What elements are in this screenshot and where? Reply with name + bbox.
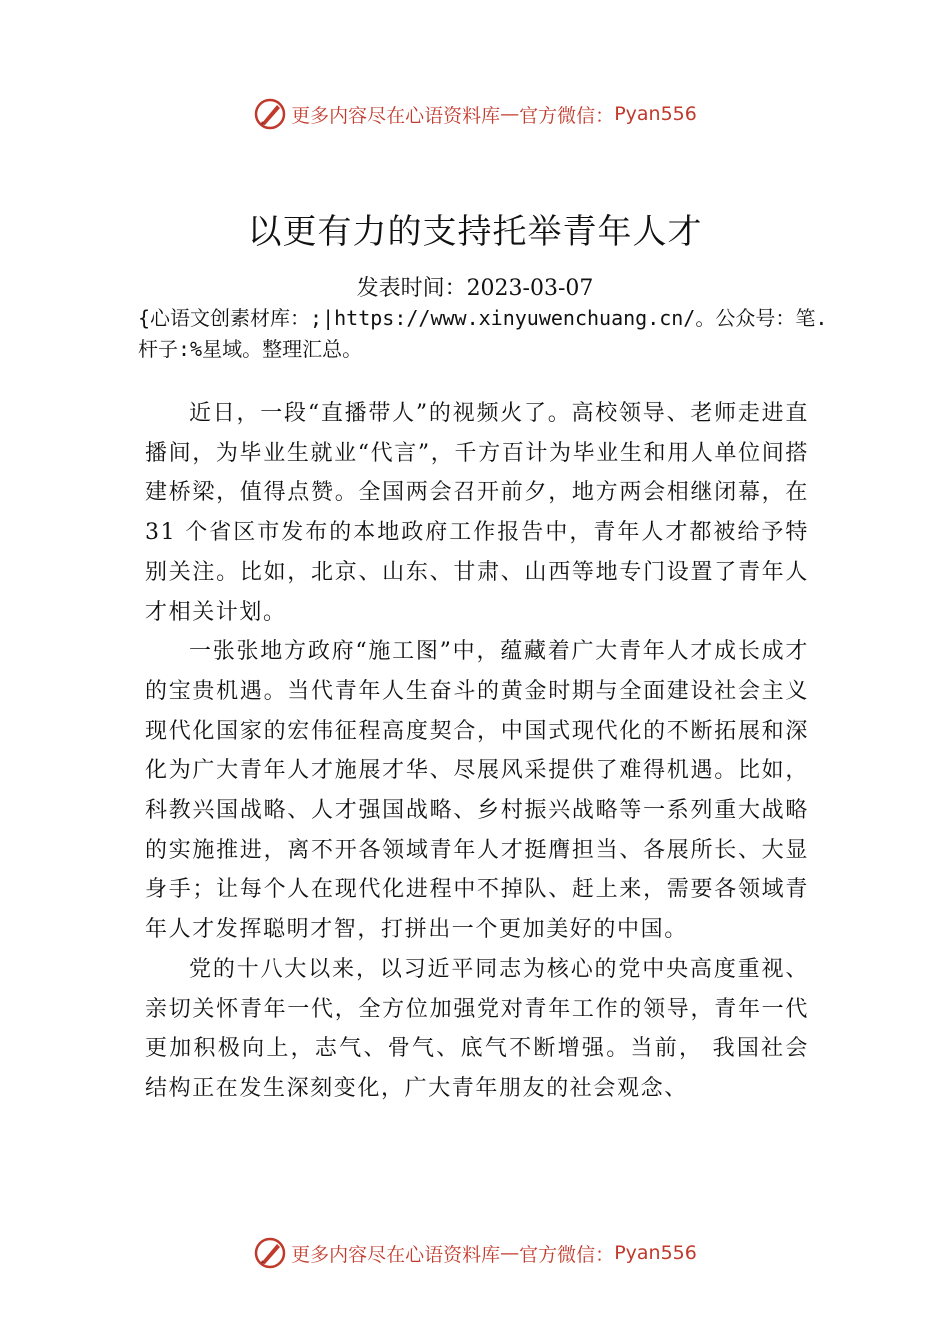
banner-dash: — [500,103,520,125]
header-banner [0,94,950,134]
banner-wechat-id: Pyan556 [614,1242,697,1264]
publish-date: 发表时间：2023-03-07 [356,276,594,301]
article-title: 以更有力的支持托举青年人才 [247,212,703,252]
banner-dash: — [500,1242,520,1264]
footer-banner [0,1233,950,1273]
banner-text: 更多内容尽在心语资料库 [291,104,501,127]
brush-logo-icon [253,1236,287,1270]
source-note: {心语文创素材库：;|https://www.xinyuwenchuang.cn/。公众号：笔.杆子:%星域。整理汇总。 [138,306,828,361]
banner-wechat-label: 官方微信： [519,1243,615,1266]
paragraph: 党的十八大以来，以习近平同志为核心的党中央高度重视、亲切关怀青年一代，全方位加强党对青年工作的领导，青年一代更加积极向上，志气、骨气、底气不断增强。当前， 我国社会结构正在发生深刻变化，广大青年朋友的社会观念、 [145,956,809,1101]
banner-wechat-id: Pyan556 [614,103,697,125]
banner-wechat-label: 官方微信： [519,104,615,127]
banner-text: 更多内容尽在心语资料库 [291,1243,501,1266]
paragraph: 近日，一段“直播带人”的视频火了。高校领导、老师走进直播间，为毕业生就业“代言”，千方百计为毕业生和用人单位间搭建桥梁，值得点赞。全国两会召开前夕，地方两会相继闭幕，在 31 个省区市发布的本地政府工作报告中，青年人才都被给予特别关注。比如，北京、山东、甘肃、山西等地专门设置了青年人才相关计划。 [145,401,809,625]
brush-logo-icon [253,97,287,131]
paragraph: 一张张地方政府“施工图”中，蕴藏着广大青年人才成长成才的宝贵机遇。当代青年人生奋斗的黄金时期与全面建设社会主义现代化国家的宏伟征程高度契合，中国式现代化的不断拓展和深化为广大青年人才施展才华、尽展风采提供了难得机遇。比如，科教兴国战略、人才强国战略、乡村振兴战略等一系列重大战略的实施推进，离不开各领域青年人才挺膺担当、各展所长、大显身手；让每个人在现代化进程中不掉队、赶上来，需要各领域青年人才发挥聪明才智，打拼出一个更加美好的中国。 [145,639,809,943]
article-body [145,394,809,1109]
